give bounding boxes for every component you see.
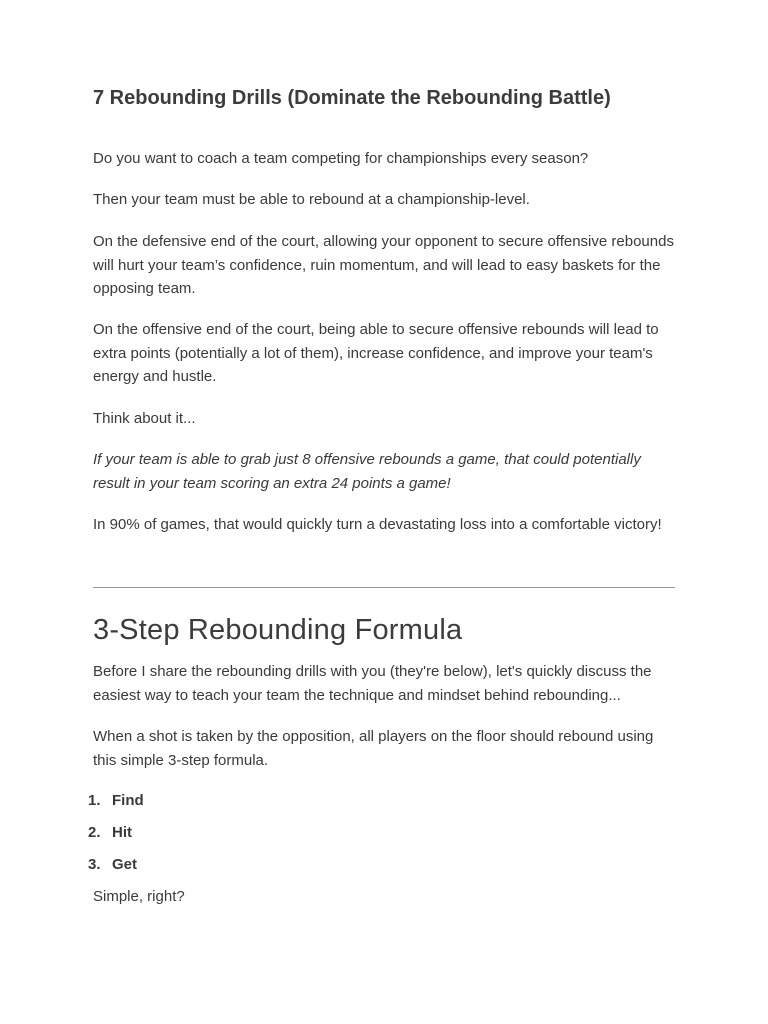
- section-paragraph: When a shot is taken by the opposition, all players on the floor should rebound using this simple 3-step formula.: [93, 728, 654, 769]
- section-paragraph: Before I share the rebounding drills with you (they're below), let's quickly discuss the easiest way to teach your team the technique and mindset behind rebounding...: [93, 663, 652, 704]
- formula-step: [88, 789, 144, 821]
- section-divider: [93, 587, 675, 588]
- intro-paragraph: Then your team must be able to rebound at a championship-level.: [93, 191, 530, 208]
- intro-paragraph: On the defensive end of the court, allowing your opponent to secure offensive rebounds will hurt your team’s confidence, ruin momentum, and will lead to easy baskets for the opposing team.: [93, 233, 674, 297]
- formula-step: [88, 821, 144, 853]
- step-number: 3.: [88, 856, 101, 873]
- step-label: Find: [112, 792, 144, 809]
- intro-paragraph: On the offensive end of the court, being able to secure offensive rebounds will lead to extra points (potentially a lot of them), increase confidence, and improve your team's energy and hustle.: [93, 321, 659, 385]
- intro-paragraph: Do you want to coach a team competing for championships every season?: [93, 150, 589, 167]
- article-title: 7 Rebounding Drills (Dominate the Rebounding Battle): [93, 87, 611, 109]
- closing-paragraph: Simple, right?: [93, 888, 185, 905]
- intro-paragraph: In 90% of games, that would quickly turn a devastating loss into a comfortable victory!: [93, 516, 662, 533]
- step-number: 2.: [88, 824, 101, 841]
- section-heading: 3-Step Rebounding Formula: [93, 614, 463, 646]
- formula-step: [88, 853, 144, 885]
- step-label: Hit: [112, 824, 132, 841]
- step-label: Get: [112, 856, 138, 873]
- step-number: 1.: [88, 792, 101, 809]
- intro-paragraph: Think about it...: [93, 410, 196, 427]
- emphasis-paragraph: If your team is able to grab just 8 offensive rebounds a game, that could potentially result in your team scoring an extra 24 points a game!: [93, 451, 641, 492]
- formula-steps-list: [88, 789, 144, 885]
